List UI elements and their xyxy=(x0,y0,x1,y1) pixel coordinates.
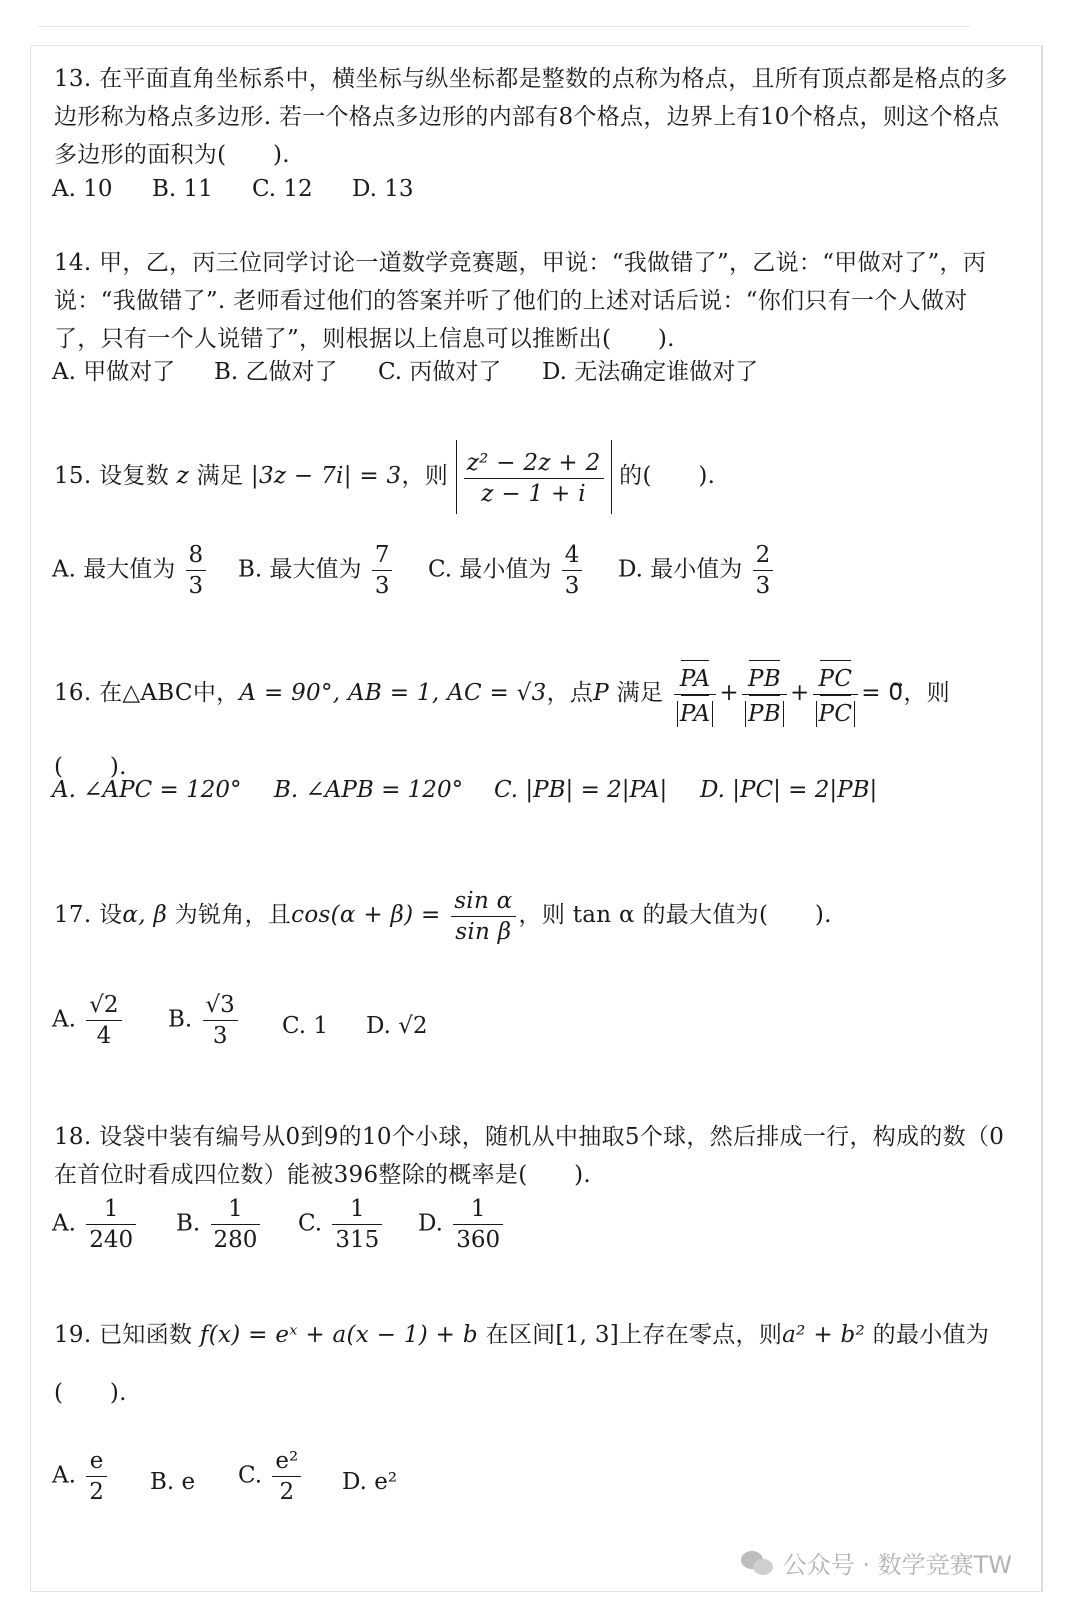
q15-fraction xyxy=(464,448,604,509)
q19-expression: a² + b² xyxy=(782,1322,866,1348)
q16-point-p: P xyxy=(593,680,609,706)
q19-interval: [1, 3] xyxy=(555,1322,620,1348)
frac-den: 3 xyxy=(374,573,390,599)
q16-option-b: B. ∠APB = 120° xyxy=(274,777,464,803)
vec-num: PC xyxy=(819,660,853,694)
option-label: B. 最大值为 xyxy=(238,556,362,583)
q18-option-b xyxy=(176,1194,263,1255)
q17-option-b xyxy=(168,990,241,1051)
q15-text2: ，则 xyxy=(401,463,449,489)
q13-option-a: A. 10 xyxy=(52,176,113,202)
vec-num: PA xyxy=(680,660,711,694)
wechat-icon xyxy=(741,1549,775,1577)
q13-option-b: B. 11 xyxy=(152,176,213,202)
q16-condition: A = 90°, AB = 1, AC = √3 xyxy=(239,680,547,706)
option-label: D. xyxy=(418,1210,443,1237)
option-label: B. xyxy=(176,1210,201,1237)
vec-den: PC xyxy=(819,695,853,729)
option-label: C. xyxy=(238,1462,263,1489)
q14-option-b: B. 乙做对了 xyxy=(214,359,338,385)
q15-option-a xyxy=(52,540,209,601)
q16-unit-vector-pc xyxy=(813,660,859,729)
q19-text3: 上存在零点，则 xyxy=(619,1322,783,1348)
q17-option-d: D. √2 xyxy=(366,1013,428,1039)
frac-den: 3 xyxy=(188,573,204,599)
watermark xyxy=(741,1545,1012,1580)
q18-option-d xyxy=(418,1194,506,1255)
q15-condition: |3z − 7i| = 3 xyxy=(250,463,402,489)
q15-text1: 满足 xyxy=(196,463,244,489)
frac-num: 1 xyxy=(86,1194,136,1225)
frac-den: 280 xyxy=(213,1227,258,1253)
frac-den: 2 xyxy=(89,1479,104,1505)
q19-option-a xyxy=(52,1446,110,1507)
vec-den: PA xyxy=(680,695,711,729)
q14-option-c: C. 丙做对了 xyxy=(378,359,502,385)
q19-answer-paren: ( ). xyxy=(54,1380,127,1406)
q13-option-c: C. 12 xyxy=(252,176,313,202)
q15-numerator: z² − 2z + 2 xyxy=(464,448,604,479)
q17-lhs: cos(α + β) = xyxy=(291,902,441,928)
option-label: C. 最小值为 xyxy=(428,556,552,583)
frac-den: 3 xyxy=(212,1023,228,1049)
frac-num: 1 xyxy=(453,1194,503,1225)
option-label: A. xyxy=(52,1006,76,1033)
q17-vars: α, β xyxy=(122,902,168,928)
frac-den: 4 xyxy=(96,1023,112,1049)
option-label: A. 最大值为 xyxy=(52,556,176,583)
q15-var-z: z xyxy=(176,463,190,489)
frac-num: 1 xyxy=(332,1194,382,1225)
q17-option-c: C. 1 xyxy=(282,1013,329,1039)
frac-num: 7 xyxy=(372,540,393,571)
q19-option-b: B. e xyxy=(150,1469,196,1495)
q17-text1: 为锐角，且 xyxy=(174,902,292,928)
q15-option-c xyxy=(428,540,585,601)
frac-num: e² xyxy=(272,1446,301,1477)
q15-option-b xyxy=(238,540,395,601)
vec-num: PB xyxy=(748,660,781,694)
q19-option-d: D. e² xyxy=(342,1469,398,1495)
q19-text2: 在区间 xyxy=(485,1322,556,1348)
frac-num: e xyxy=(86,1446,107,1477)
frac-den: 3 xyxy=(564,573,580,599)
q15-text3: 的( ). xyxy=(619,463,716,489)
q16-text1: ，点 xyxy=(546,680,594,706)
question-18-stem: 18. 设袋中装有编号从0到9的10个小球，随机从中抽取5个球，然后排成一行，构成的数（0在首位时看成四位数）能被396整除的概率是( ). xyxy=(54,1124,1005,1188)
q16-option-c: C. |PB| = 2|PA| xyxy=(494,777,668,803)
q17-text2: ，则 tan α 的最大值为( ). xyxy=(518,902,832,928)
q16-option-a: A. ∠APC = 120° xyxy=(52,777,242,803)
q19-option-c xyxy=(238,1446,304,1507)
question-13-stem: 13. 在平面直角坐标系中，横坐标与纵坐标都是整数的点称为格点，且所有顶点都是格点的多边形称为格点多边形. 若一个格点多边形的内部有8个格点，边界上有10个格点，则这个格点多边形的面积为( ). xyxy=(54,66,1008,168)
q16-unit-vector-pb xyxy=(742,660,787,729)
q16-prefix: 16. 在△ABC中， xyxy=(54,680,240,706)
frac-num: 2 xyxy=(753,540,774,571)
option-label: D. 最小值为 xyxy=(618,556,743,583)
q15-abs-fraction xyxy=(456,440,612,514)
option-label: B. xyxy=(168,1006,193,1033)
top-divider xyxy=(38,26,970,27)
q15-denominator: z − 1 + i xyxy=(481,480,586,507)
frac-den: 315 xyxy=(335,1227,380,1253)
q13-option-d: D. 13 xyxy=(352,176,414,202)
question-18 xyxy=(54,1118,1014,1194)
frac-den: 3 xyxy=(755,573,771,599)
q14-option-d: D. 无法确定谁做对了 xyxy=(542,359,759,385)
frac-den: 360 xyxy=(456,1227,501,1253)
option-label: A. xyxy=(52,1210,76,1237)
question-13 xyxy=(54,60,1014,174)
q17-fraction xyxy=(451,886,515,947)
frac-den: sin β xyxy=(455,918,512,945)
question-19 xyxy=(54,1316,1014,1354)
q19-function: f(x) = eˣ + a(x − 1) + b xyxy=(199,1322,478,1348)
q18-option-c xyxy=(298,1194,385,1255)
q15-prefix: 15. 设复数 xyxy=(54,463,169,489)
q15-option-d xyxy=(618,540,776,601)
question-17 xyxy=(54,880,1014,950)
q16-text3: ，则( ). xyxy=(54,680,950,780)
frac-den: 240 xyxy=(89,1227,134,1253)
q16-rhs: = 0⃗ xyxy=(861,680,904,706)
frac-num: 4 xyxy=(562,540,583,571)
frac-num: 1 xyxy=(211,1194,261,1225)
q16-unit-vector-pa xyxy=(674,660,717,729)
frac-num: 8 xyxy=(186,540,207,571)
q16-text2: 满足 xyxy=(616,680,664,706)
q19-prefix: 19. 已知函数 xyxy=(54,1322,193,1348)
vec-den: PB xyxy=(748,695,781,729)
option-label: C. xyxy=(298,1210,323,1237)
watermark-text: 公众号 · 数学竞赛TW xyxy=(782,1551,1012,1579)
q16-option-d: D. |PC| = 2|PB| xyxy=(700,777,878,803)
q19-text4: 的最小值为 xyxy=(872,1322,990,1348)
question-15 xyxy=(54,440,1014,514)
question-14-stem: 14. 甲，乙，丙三位同学讨论一道数学竞赛题，甲说：“我做错了”，乙说：“甲做对了”，丙说：“我做错了”. 老师看过他们的答案并听了他们的上述对话后说：“你们只有一个人做对了，只有一个人说错了”，则根据以上信息可以推断出( ). xyxy=(54,250,987,352)
question-16: 16. 在△ABC中，A = 90°, AB = 1, AC = √3，点P 满足 $\frac{PA}{PA}$ + $\frac{PB}{PB}$ + $\frac{PC}{PC}$ = 0⃗，则( ). xyxy=(54,656,1014,804)
option-label: A. xyxy=(52,1462,76,1489)
q14-option-a: A. 甲做对了 xyxy=(52,359,176,385)
q17-prefix: 17. 设 xyxy=(54,902,123,928)
frac-num: √2 xyxy=(86,990,121,1021)
q17-option-a xyxy=(52,990,125,1051)
frac-num: √3 xyxy=(203,990,238,1021)
frac-den: 2 xyxy=(279,1479,295,1505)
question-14 xyxy=(54,244,1014,358)
q18-option-a xyxy=(52,1194,139,1255)
frac-num: sin α xyxy=(451,886,515,917)
